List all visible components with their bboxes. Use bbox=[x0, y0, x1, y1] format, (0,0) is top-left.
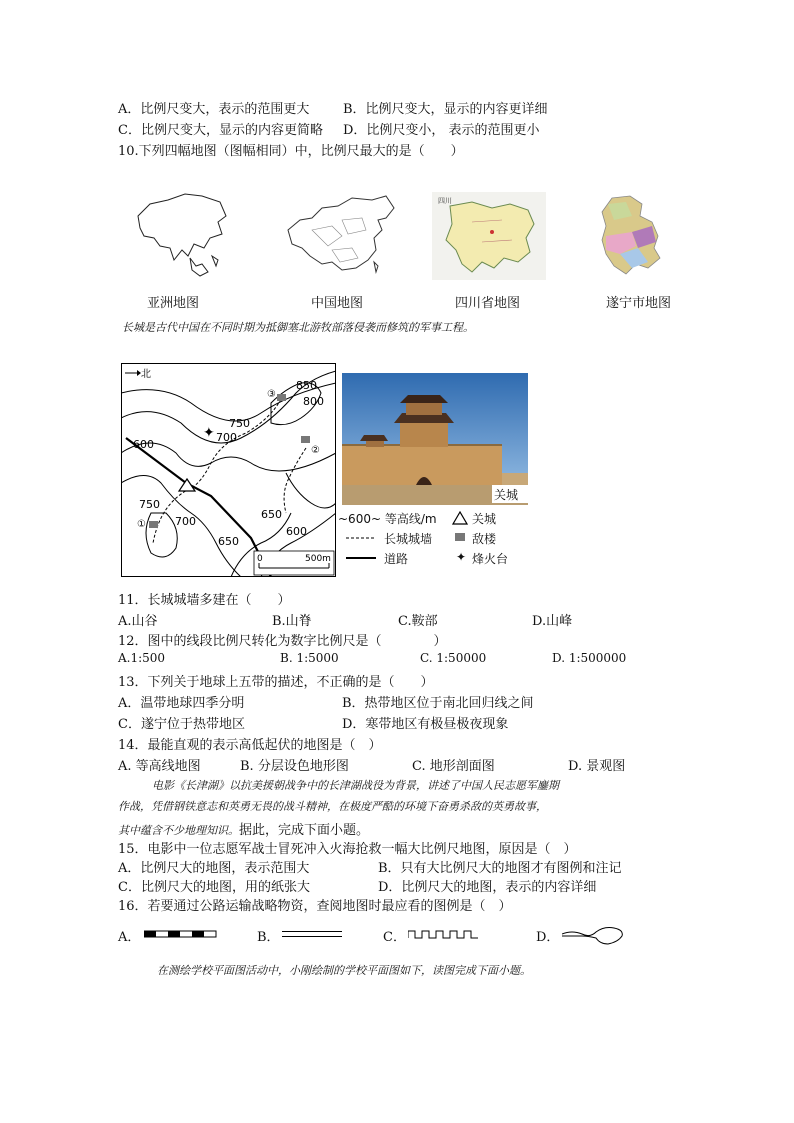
wall-symbol-icon bbox=[408, 928, 482, 940]
q14-option-b: B. 分层设色地形图 bbox=[240, 759, 349, 774]
q14-stem: 14．最能直观的表示高低起伏的地图是（ ） bbox=[118, 738, 382, 753]
great-wall-intro: 长城是古代中国在不同时期为抵御塞北游牧部落侵袭而修筑的军事工程。 bbox=[122, 321, 474, 334]
marker-2: ② bbox=[311, 445, 320, 456]
legend-road: 道路 bbox=[384, 552, 409, 566]
q15-stem: 15．电影中一位志愿军战士冒死冲入火海抢救一幅大比例尺地图，原因是（ ） bbox=[118, 842, 577, 857]
q11-option-b: B.山脊 bbox=[272, 614, 312, 629]
railway-symbol-icon bbox=[144, 930, 218, 938]
great-wall-contour-map bbox=[121, 363, 336, 577]
asia-map-caption: 亚洲地图 bbox=[147, 296, 200, 311]
contour-label-600-left: 600 bbox=[133, 438, 154, 451]
suining-map-caption: 遂宁市地图 bbox=[606, 296, 672, 311]
north-arrow-label: 北 bbox=[141, 369, 151, 380]
school-plan-intro: 在测绘学校平面图活动中，小刚绘制的学校平面图如下，读图完成下面小题。 bbox=[157, 964, 531, 977]
movie-passage-line3-tail: 据此，完成下面小题。 bbox=[239, 823, 370, 838]
q16-option-d: D． bbox=[536, 930, 560, 945]
contour-label-650-right: 650 bbox=[261, 508, 282, 521]
legend-contour: ~600~ 等高线/m bbox=[338, 512, 437, 526]
q16-option-c: C． bbox=[383, 930, 406, 945]
q11-option-a: A.山谷 bbox=[118, 614, 158, 629]
legend-wall: 长城城墙 bbox=[384, 532, 433, 546]
legend-beacon: 烽火台 bbox=[472, 552, 509, 566]
pass-city-photo bbox=[342, 373, 528, 505]
q11-option-c: C.鞍部 bbox=[398, 614, 438, 629]
q13-option-a: A．温带地球四季分明 bbox=[118, 696, 245, 711]
sichuan-map-image bbox=[432, 192, 546, 280]
q14-option-a: A. 等高线地图 bbox=[118, 759, 201, 774]
map-legend bbox=[338, 508, 538, 572]
q13-option-d: D．寒带地区有极昼极夜现象 bbox=[342, 717, 509, 732]
q12-option-a: A.1:500 bbox=[118, 651, 166, 665]
q12-option-b: B. 1:5000 bbox=[280, 651, 339, 665]
q15-option-b: B．只有大比例尺大的地图才有图例和注记 bbox=[378, 861, 622, 876]
sichuan-map-tag: 四川 bbox=[438, 197, 452, 205]
q12-option-c: C. 1:50000 bbox=[420, 651, 487, 665]
q9-option-d: D．比例尺变小， 表示的范围更小 bbox=[343, 123, 540, 138]
legend-tower: 敌楼 bbox=[472, 532, 497, 546]
contour-label-850: 850 bbox=[296, 379, 317, 392]
contour-label-600-right: 600 bbox=[286, 525, 307, 538]
q13-option-b: B．热带地区位于南北回归线之间 bbox=[342, 696, 534, 711]
q15-option-c: C．比例尺大的地图，用的纸张大 bbox=[118, 880, 310, 895]
contour-label-700-bottom: 700 bbox=[175, 515, 196, 528]
marker-1: ① bbox=[137, 519, 146, 530]
q13-stem: 13．下列关于地球上五带的描述，不正确的是（ ） bbox=[118, 675, 434, 690]
highway-symbol-icon bbox=[282, 930, 344, 938]
q16-stem: 16．若要通过公路运输战略物资，查阅地图时最应看的图例是（ ） bbox=[118, 899, 512, 914]
contour-label-750-bottom: 750 bbox=[139, 498, 160, 511]
suining-map-image bbox=[596, 192, 668, 282]
china-map-image bbox=[282, 190, 400, 282]
movie-passage-line3 bbox=[118, 819, 369, 838]
scale-zero: 0 bbox=[257, 554, 263, 564]
q12-stem: 12．图中的线段比例尺转化为数字比例尺是（ ） bbox=[118, 634, 447, 649]
legend-beacon-icon: ✦ bbox=[456, 550, 467, 564]
photo-caption: 关城 bbox=[494, 488, 519, 502]
q15-option-a: A．比例尺大的地图，表示范围大 bbox=[118, 861, 310, 876]
contour-label-800: 800 bbox=[303, 395, 324, 408]
scale-500m: 500m bbox=[305, 554, 331, 564]
sichuan-map-caption: 四川省地图 bbox=[455, 296, 521, 311]
q16-option-a: A． bbox=[118, 930, 141, 945]
q10-stem: 10.下列四幅地图（图幅相同）中，比例尺最大的是（ ） bbox=[118, 144, 464, 159]
q15-option-d: D．比例尺大的地图，表示的内容详细 bbox=[378, 880, 597, 895]
movie-passage-line1: 电影《长津湖》以抗美援朝战争中的长津湖战役为背景，讲述了中国人民志愿军鏖期 bbox=[152, 779, 559, 792]
q9-option-c: C．比例尺变大，显示的内容更简略 bbox=[118, 123, 323, 138]
q9-option-b: B．比例尺变大，显示的内容更详细 bbox=[343, 102, 548, 117]
contour-label-750-top: 750 bbox=[229, 417, 250, 430]
q14-option-c: C. 地形剖面图 bbox=[412, 759, 495, 774]
river-symbol-icon bbox=[562, 922, 626, 946]
q13-option-c: C．遂宁位于热带地区 bbox=[118, 717, 245, 732]
marker-3: ③ bbox=[267, 389, 276, 400]
contour-label-650-bottom: 650 bbox=[218, 535, 239, 548]
q14-option-d: D. 景观图 bbox=[568, 759, 626, 774]
q16-option-b: B． bbox=[257, 930, 280, 945]
contour-label-700-top: 700 bbox=[216, 431, 237, 444]
legend-pass: 关城 bbox=[472, 512, 497, 526]
movie-passage-line3-italic: 其中蕴含不少地理知识。 bbox=[118, 824, 239, 837]
china-map-caption: 中国地图 bbox=[311, 296, 364, 311]
beacon-tower-mark: ✦ bbox=[203, 425, 215, 441]
q11-stem: 11．长城城墙多建在（ ） bbox=[118, 593, 291, 608]
asia-map-image bbox=[130, 186, 230, 282]
q11-option-d: D.山峰 bbox=[532, 614, 573, 629]
q12-option-d: D. 1:500000 bbox=[552, 651, 627, 665]
q9-option-a: A．比例尺变大，表示的范围更大 bbox=[118, 102, 310, 117]
movie-passage-line2: 作战，凭借钢铁意志和英勇无畏的战斗精神，在极度严酷的环境下奋勇杀敌的英勇故事， bbox=[118, 800, 547, 813]
